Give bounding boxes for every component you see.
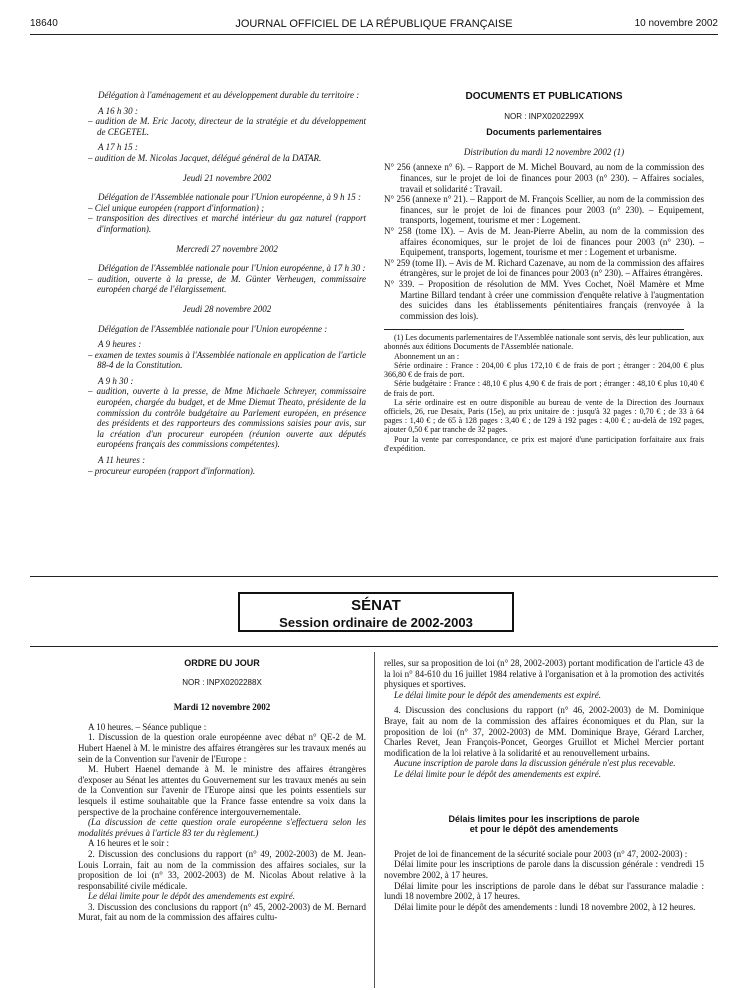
footnote: La série ordinaire est en outre disponible au bureau de vente de la Direction des Journaux officiels, 26, rue Desaix, Paris (15e), au prix unitaire de : jusqu'à 32 pages : 0,70 € ; de 33 à 64 pages : 1,40 € ; de 65 à 128 pages : 3,40 € ; de 129 à 192 pages : 4,00 € ; au-delà de 192 pages, ajouter 0,50 € par tranche de 32 pages. — [384, 397, 704, 435]
footnote: Série ordinaire : France : 204,00 € plus 172,10 € de frais de port ; étranger : 204,00 € plus 366,80 € de frais de port. — [384, 360, 704, 380]
document-entry: N° 258 (tome IX). – Avis de M. Jean-Pierre Abelin, au nom de la commission des affaires économiques, sur le projet de loi de finances pour 2003 (n° 230). – Equipement, transports, logement, tourisme et mer : Logement et urbanisme. — [384, 225, 704, 258]
agenda-item: – transposition des directives et marché intérieur du gaz naturel (rapport d'information). — [88, 213, 366, 234]
time-label: A 16 h 30 : — [98, 105, 138, 116]
deadline-item: Délai limite pour les inscriptions de parole dans la discussion générale : vendredi 15 novembre 2002, à 17 heures. — [384, 859, 704, 880]
deadline-item: Délai limite pour les inscriptions de parole dans le débat sur l'assurance maladie : lundi 18 novembre 2002, à 17 heures. — [384, 880, 704, 902]
document-entry: N° 339. – Proposition de résolution de MM. Yves Cochet, Noël Mamère et Mme Martine Billard tendant à créer une commission d'enquête relative à l'augmentation des suicides dans les établissements pénitentiaires français (renvoyée à la commission des lois). — [384, 278, 704, 321]
agenda-item: 1. Discussion de la question orale européenne avec débat n° QE-2 de M. Hubert Haenel à M. le ministre des affaires étrangères sur les travaux menés au sein de la Convention sur l'avenir de l'Europe : — [78, 732, 366, 764]
agenda-item: 4. Discussion des conclusions du rapport (n° 46, 2002-2003) de M. Dominique Braye, fait au nom de la commission des affaires économiques et du Plan, sur la proposition de loi (n° 37, 2002-2003) de MM. Dominique Braye, Gérard Larcher, Charles Revet, Jean François-Poncet, Georges Gruillot et Michel Mercier portant modification de la loi relative à la solidarité et au renouvellement urbains. — [384, 705, 704, 758]
agenda-item: 3. Discussion des conclusions du rapport (n° 45, 2002-2003) de M. Bernard Murat, fait au nom de la commission des affaires cultu- — [78, 901, 366, 923]
senat-session: Session ordinaire de 2002-2003 — [279, 615, 473, 630]
documents-heading: DOCUMENTS ET PUBLICATIONS — [465, 91, 623, 102]
order-of-day-heading: ORDRE DU JOUR — [184, 658, 260, 668]
date-heading: Jeudi 28 novembre 2002 — [182, 303, 272, 314]
agenda-item: – examen de textes soumis à l'Assemblée nationale en application de l'article 88-4 de la Constitution. — [88, 349, 366, 371]
senat-agenda-continued — [384, 658, 704, 912]
delegation-heading: Délégation de l'Assemblée nationale pour l'Union européenne : — [98, 323, 328, 334]
footnote-divider — [384, 329, 684, 330]
footnote: Abonnement un an : — [394, 351, 460, 361]
distribution-line: Distribution du mardi 12 novembre 2002 (1) — [463, 146, 625, 157]
issue-date: 10 novembre 2002 — [634, 18, 718, 29]
deadline-note: Le délai limite pour le dépôt des amendements est expiré. — [394, 689, 601, 700]
footnote: (1) Les documents parlementaires de l'Assemblée nationale sont servis, dès leur publication, aux abonnés aux éditions Documents de l'Assemblée nationale. — [384, 333, 704, 352]
agenda-item-continued: relles, sur sa proposition de loi (n° 28, 2002-2003) portant modification de l'article 43 de la loi n° 84-610 du 16 juillet 1984 relative à l'organisation et à la promotion des activités physiques et sportives. — [384, 658, 704, 690]
delegation-heading: Délégation de l'Assemblée nationale pour l'Union européenne, à 17 h 30 : — [98, 263, 366, 274]
bill-reference: Projet de loi de financement de la sécurité sociale pour 2003 (n° 47, 2002-2003) : — [394, 848, 688, 859]
documents-subheading: Documents parlementaires — [486, 127, 602, 138]
speaking-note: Aucune inscription de parole dans la discussion générale n'est plus recevable. — [394, 758, 676, 769]
agenda-item: – procureur européen (rapport d'information). — [88, 465, 256, 476]
deadline-item: Délai limite pour le dépôt des amendements : lundi 18 novembre 2002, à 12 heures. — [394, 901, 696, 912]
journal-title: JOURNAL OFFICIEL DE LA RÉPUBLIQUE FRANÇAISE — [235, 18, 513, 30]
agenda-item: – audition, ouverte à la presse, de Mme Michaele Schreyer, commissaire européen, chargée du budget, et de Mme Diemut Theato, présidente de la commission du contrôle budgétaire au Parlement européen, en présence des présidents et des rapporteurs des commissions saisies pour avis, sur la création d'un procureur européen (réunion ouverte aux députés européens français des commissions compétentes). — [88, 386, 366, 450]
senat-agenda-column — [78, 658, 366, 923]
agenda-item: – audition, ouverte à la presse, de M. Günter Verheugen, commissaire européen chargé de l'élargissement. — [88, 273, 366, 295]
time-label: A 9 h 30 : — [98, 375, 134, 386]
footnote: Série budgétaire : France : 48,10 € plus 4,90 € de frais de port ; étranger : 48,10 € plus 10,40 € de frais de port. — [384, 379, 704, 398]
document-entry: N° 256 (annexe n° 6). – Rapport de M. Michel Bouvard, au nom de la commission des finances, sur le projet de loi de finances pour 2003 (n° 230). – Affaires sociales, travail et solidarité : Travail. — [384, 162, 704, 194]
document-entry: N° 259 (tome II). – Avis de M. Richard Cazenave, au nom de la commission des affaires étrangères, sur le projet de loi de finances pour 2003 (n° 230). – Affaires étrangères. — [384, 257, 704, 279]
time-label: A 9 heures : — [98, 339, 142, 350]
date-heading: Jeudi 21 novembre 2002 — [182, 172, 272, 183]
documents-column — [384, 92, 704, 453]
nor-reference: NOR : INPX0202299X — [504, 111, 584, 121]
nor-reference: NOR : INPX0202288X — [182, 677, 262, 687]
page-header — [30, 14, 718, 35]
deadline-note: Le délai limite pour le dépôt des amendements est expiré. — [394, 768, 601, 779]
assembly-agenda-column — [88, 90, 366, 476]
agenda-item: – audition de M. Eric Jacoty, directeur de la stratégie et du développement de CEGETEL. — [88, 116, 366, 137]
agenda-item: 2. Discussion des conclusions du rapport (n° 49, 2002-2003) de M. Jean-Louis Lorrain, fait au nom de la commission des affaires sociales, sur la proposition de loi (n° 33, 2002-2003) de M. Nicolas About relative à la responsabilité civile médicale. — [78, 848, 366, 891]
deadlines-heading-line2: et pour le dépôt des amendements — [469, 824, 619, 835]
procedure-note: (La discussion de cette question orale européenne s'effectuera selon les modalités prévues à l'article 83 ter du règlement.) — [78, 817, 366, 838]
delegation-heading: Délégation de l'Assemblée nationale pour l'Union européenne, à 9 h 15 : — [98, 192, 361, 203]
document-entry: N° 256 (annexe n° 21). – Rapport de M. François Scellier, au nom de la commission des finances, sur le projet de loi de finances pour 2003 (n° 230). – Equipement, transports, logement, tourisme et mer : Logement. — [384, 194, 704, 226]
agenda-item: – audition de M. Nicolas Jacquet, délégué général de la DATAR. — [88, 152, 322, 163]
delegation-heading: Délégation à l'aménagement et au développement durable du territoire : — [98, 90, 360, 100]
senat-banner — [238, 592, 514, 632]
session-date: Mardi 12 novembre 2002 — [173, 702, 271, 713]
time-label: A 17 h 15 : — [98, 142, 138, 153]
date-heading: Mercredi 27 novembre 2002 — [176, 243, 278, 254]
section-divider — [30, 576, 718, 577]
deadlines-heading: Délais limites pour les inscriptions de parole — [448, 813, 640, 824]
footnote: Pour la vente par correspondance, ce prix est majoré d'une participation forfaitaire aux frais d'expédition. — [384, 434, 704, 453]
page-number: 18640 — [30, 18, 58, 29]
time-label: A 11 heures : — [98, 455, 146, 466]
column-divider — [374, 652, 375, 988]
question-text: M. Hubert Haenel demande à M. le ministre des affaires étrangères d'exposer au Sénat les attentes du Gouvernement sur les travaux menés au sein de la Convention sur l'avenir de l'Europe ainsi que les points essentiels sur lesquels il estime souhaitable que la France fasse entendre sa voix dans la perspective de la prochaine conférence intergouvernementale. — [78, 764, 366, 817]
section-divider — [30, 646, 718, 647]
deadline-note: Le délai limite pour le dépôt des amendements est expiré. — [88, 891, 295, 902]
session-time: A 10 heures. – Séance publique : — [88, 721, 207, 732]
session-time: A 16 heures et le soir : — [88, 838, 169, 849]
senat-title: SÉNAT — [351, 597, 401, 614]
agenda-item: – Ciel unique européen (rapport d'information) ; — [88, 202, 265, 213]
